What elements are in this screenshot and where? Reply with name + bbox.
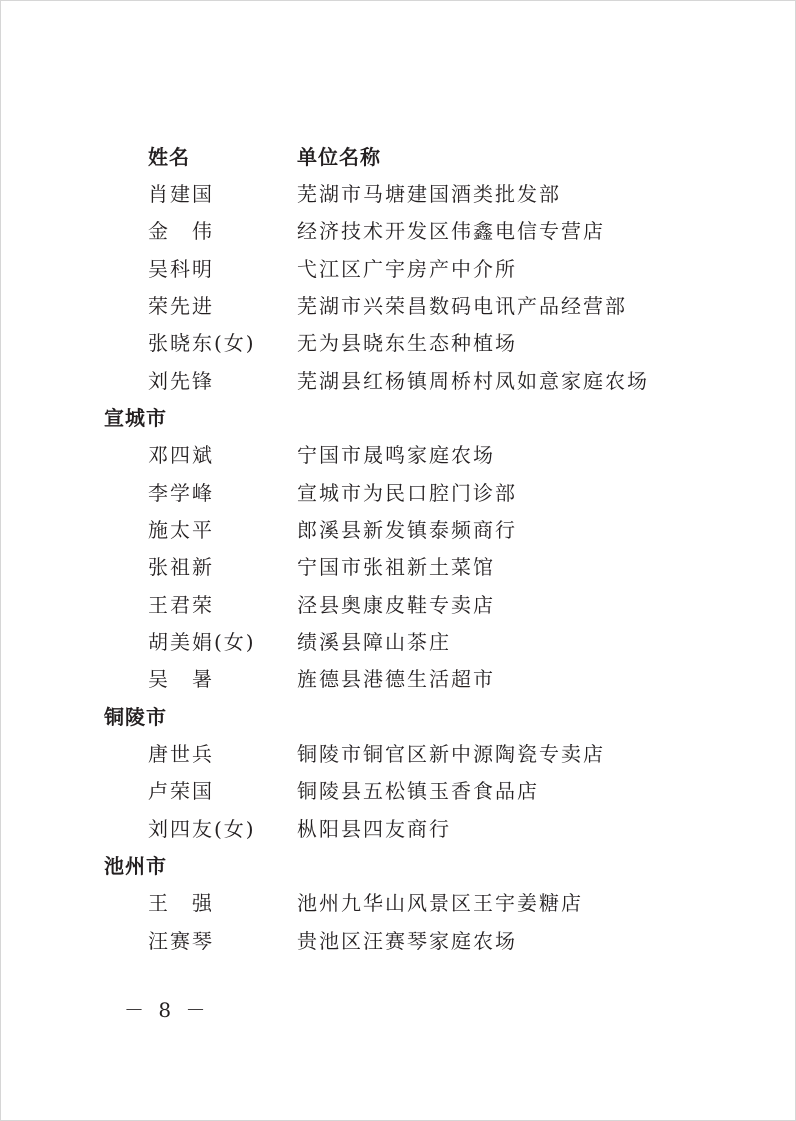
person-name: 吴科明 [148, 257, 214, 281]
unit-name: 铜陵县五松镇玉香食品店 [297, 779, 539, 803]
unit-name: 枞阳县四友商行 [297, 817, 451, 841]
person-name: 吴 暑 [148, 667, 214, 691]
unit-name: 宣城市为民口腔门诊部 [297, 481, 517, 505]
unit-name: 宁国市晟鸣家庭农场 [297, 443, 495, 467]
person-name: 王 强 [148, 891, 214, 915]
person-name: 汪赛琴 [148, 929, 214, 953]
person-name: 金 伟 [148, 219, 214, 243]
person-name: 刘四友(女) [148, 817, 256, 841]
unit-name: 弋江区广宇房产中介所 [297, 257, 517, 281]
person-name: 唐世兵 [148, 742, 214, 766]
person-name: 刘先锋 [148, 369, 214, 393]
unit-name: 无为县晓东生态种植场 [297, 331, 517, 355]
person-name: 卢荣国 [148, 779, 214, 803]
unit-name: 芜湖县红杨镇周桥村凤如意家庭农场 [297, 369, 649, 393]
unit-name: 芜湖市兴荣昌数码电讯产品经营部 [297, 294, 627, 318]
name-column-header: 姓名 [148, 145, 190, 169]
city-heading: 池州市 [104, 854, 167, 878]
person-name: 邓四斌 [148, 443, 214, 467]
person-name: 肖建国 [148, 182, 214, 206]
person-name: 李学峰 [148, 481, 214, 505]
unit-name: 贵池区汪赛琴家庭农场 [297, 929, 517, 953]
unit-name: 池州九华山风景区王宇姜糖店 [297, 891, 583, 915]
unit-name: 绩溪县障山茶庄 [297, 630, 451, 654]
unit-name: 旌德县港德生活超市 [297, 667, 495, 691]
person-name: 施太平 [148, 518, 214, 542]
person-name: 荣先进 [148, 294, 214, 318]
person-name: 张晓东(女) [148, 331, 256, 355]
unit-name: 铜陵市铜官区新中源陶瓷专卖店 [297, 742, 605, 766]
unit-name: 经济技术开发区伟鑫电信专营店 [297, 219, 605, 243]
person-name: 张祖新 [148, 555, 214, 579]
unit-column-header: 单位名称 [297, 145, 381, 169]
person-name: 王君荣 [148, 593, 214, 617]
page-number: － 8 － [124, 998, 210, 1022]
unit-name: 宁国市张祖新土菜馆 [297, 555, 495, 579]
city-heading: 铜陵市 [104, 705, 167, 729]
city-heading: 宣城市 [104, 406, 167, 430]
unit-name: 芜湖市马塘建国酒类批发部 [297, 182, 561, 206]
unit-name: 泾县奥康皮鞋专卖店 [297, 593, 495, 617]
unit-name: 郎溪县新发镇泰频商行 [297, 518, 517, 542]
person-name: 胡美娟(女) [148, 630, 256, 654]
